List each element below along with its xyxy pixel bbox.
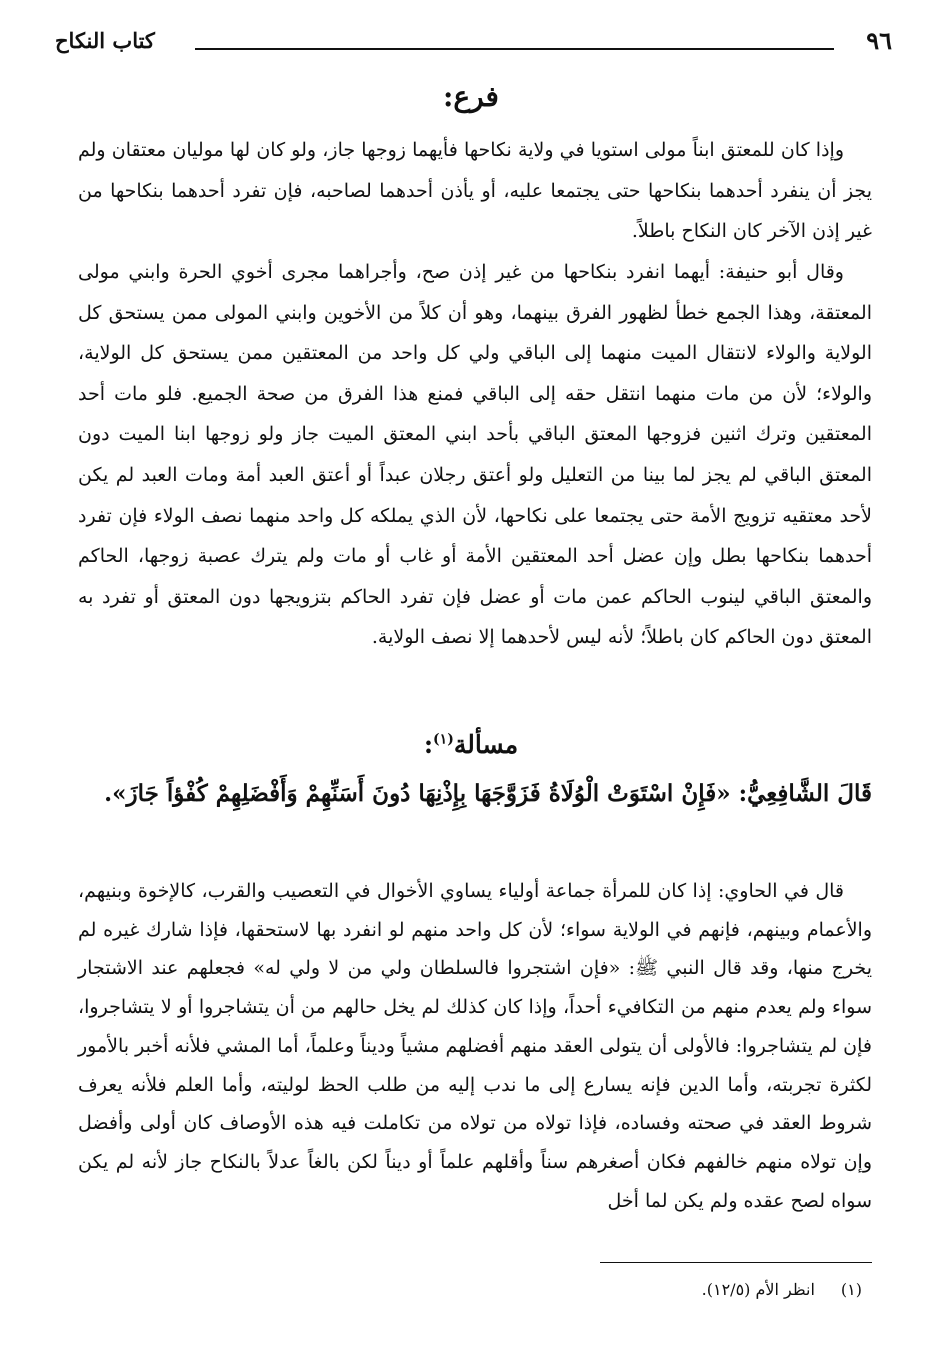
header-rule: [195, 48, 834, 50]
paragraph-3: قال في الحاوي: إذا كان للمرأة جماعة أولياء يساوي الأخوال في التعصيب والقرب، كالإخوة وبنيهم، والأعمام وبينهم، فإنهم في الولاية سواء؛ لأن كل واحد منهم لو انفرد بها لاستحقها، فإذا شارك غيره لم يخرج منها، وقد قال النبي ﷺ: «فإن اشتجروا فالسلطان ولي من لا ولي له» فجعلهم عند الاشتجار سواء ولم يعدم منهم من التكافيء أحداً، وإذا كان كذلك لم يخل حالهم من أن يتشاجروا أو لا يتشاجروا، فإن لم يتشاجروا: فالأولى أن يتولى العقد منهم أفضلهم مشياً وديناً وعلماً، أما المشي فلأنه أخبر بالأمور لكثرة تجربته، وأما الدين فإنه يسارع إلى ما ندب إليه من طلب الحظ لوليته، وأما العلم فلأنه يعرف شروط العقد في صحته وفساده، فإذا تولاه من تولاه من تكاملت فيه هذه الأوصاف كان أولى وأفضل وإن تولاه منهم خالفهم فكان أصغرهم سناً وأقلهم علماً أو ديناً لكن بالغاً عدلاً بالنكاح جاز لأنه لم يكن سواه لصح عقده ولم يكن لما أخل: [78, 880, 872, 1212]
page-number: ٩٦: [866, 26, 892, 55]
masala-heading-colon: :: [423, 730, 434, 759]
branch-heading: فرع:: [443, 80, 499, 113]
paragraph-1: وإذا كان للمعتق ابناً مولى استويا في ولاية نكاحها فأيهما زوجها جاز، ولو كان لها موليان معتقان ولم يجز أن ينفرد أحدهما بنكاحها حتى يجتمعا عليه، أو يأذن أحدهما لصاحبه، فإن تفرد أحدهما بنكاحها من غير إذن الآخر كان النكاح باطلاً.: [78, 139, 872, 243]
footnote-rule: [600, 1262, 872, 1263]
running-header: [55, 26, 892, 66]
paragraph-2: وقال أبو حنيفة: أيهما انفرد بنكاحها من غير إذن صح، وأجراهما مجرى أخوي الحرة وابني مولى المعتقة، وهذا الجمع خطأ لظهور الفرق بينهما، وهو أن كلاً من الأخوين وابني المولى ممن يستحق كل الولاية والولاء لانتقال الميت منهما إلى الباقي ولي كل واحد من المعتقين ممن يستحق كل الولاية، والولاء؛ لأن من مات منهما انتقل حقه إلى الباقي فمنع هذا الفرق من صحة الجميع. فلو مات أحد المعتقين وترك اثنين فزوجها المعتق الباقي بأحد ابني المعتق الميت جاز ولو زوجها ابنا الميت دون المعتق الباقي لم يجز لما بينا من التعليل ولو أعتق رجلان عبداً أو أعتق العبد أمة ومات العبد لم يكن لأحد معتقيه تزويج الأمة حتى يجتمعا على نكاحها، لأن الذي يملكه كل واحد منهما نصف الولاء فإن تفرد أحدهما بنكاحها بطل وإن عضل أحد المعتقين الأمة أو غاب أو مات ولم يترك عصبة زوجها، الحاكم والمعتق الباقي لينوب الحاكم عمن مات أو عضل فإن تفرد الحاكم بتزويجها دون المعتق أو تفرد به المعتق دون الحاكم كان باطلاً؛ لأنه ليس لأحدهما إلا نصف الولاية.: [78, 261, 872, 649]
book-title: كتاب النكاح: [55, 28, 155, 53]
shafii-quote: قَالَ الشَّافِعِيُّ: «فَإِنْ اسْتَوَتْ الْوُلَاةُ فَزَوَّجَهَا بِإِذْنِهَا دُونَ أَسَنِّهِمْ وَأَفْضَلِهِمْ كُفْؤاً جَازَ».: [104, 780, 872, 807]
footnote: [702, 1280, 862, 1299]
masala-heading: [70, 730, 872, 759]
footnote-marker: (١): [840, 1280, 862, 1299]
footnote-reference[interactable]: (١): [433, 731, 454, 748]
masala-heading-text: مسألة: [453, 730, 519, 759]
footnote-text: انظر الأم (١٢/٥).: [701, 1280, 815, 1299]
